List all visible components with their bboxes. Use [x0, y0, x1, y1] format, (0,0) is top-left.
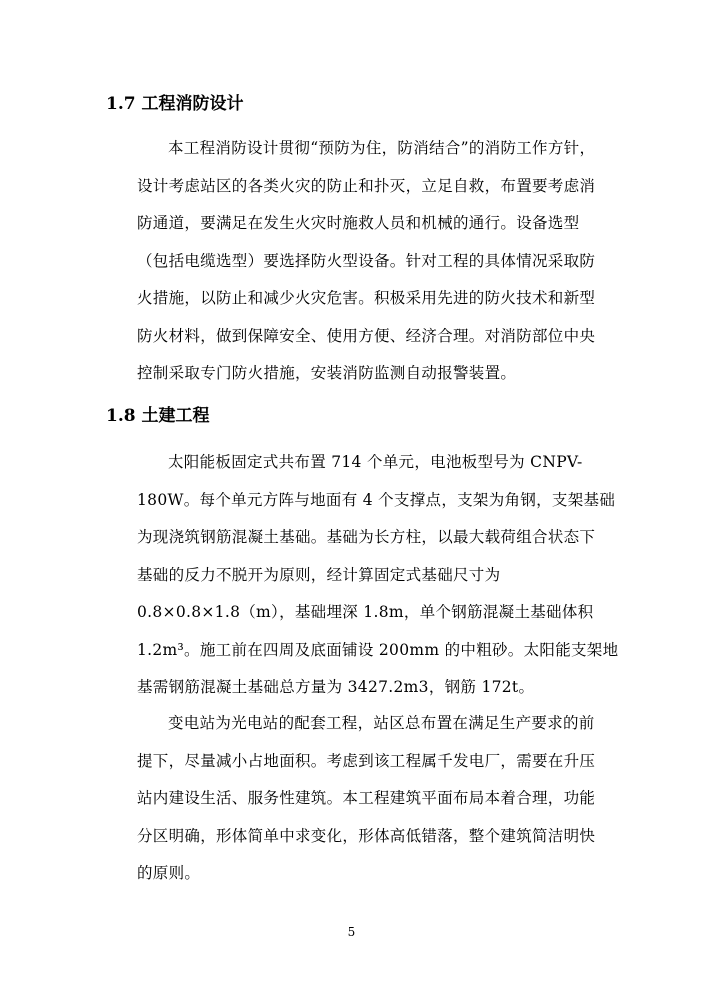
- paragraph-line: 站内建设生活、服务性建筑。本工程建筑平面布局本着合理，功能: [137, 789, 596, 807]
- paragraph-line: 提下，尽量减小占地面积。考虑到该工程属千发电厂，需要在升压: [137, 751, 596, 770]
- paragraph-line: 180W。每个单元方阵与地面有 4 个支撑点，支架为角钢，支架基础: [137, 490, 616, 509]
- paragraph-line: 0.8×0.8×1.8（m），基础埋深 1.8m，单个钢筋混凝土基础体积: [137, 603, 594, 621]
- paragraph-line: 太阳能板固定式共布置 714 个单元，电池板型号为 CNPV-: [168, 453, 583, 471]
- paragraph-line: 本工程消防设计贯彻“预防为住，防消结合”的消防工作方针，: [168, 139, 596, 157]
- paragraph-line: 为现浇筑钢筋混凝土基础。基础为长方柱，以最大载荷组合状态下: [137, 528, 596, 546]
- paragraph-line: 变电站为光电站的配套工程，站区总布置在满足生产要求的前: [168, 714, 595, 732]
- paragraph-line: 分区明确，形体简单中求变化，形体高低错落，整个建筑简洁明快: [137, 826, 596, 845]
- paragraph-line: 基需钢筋混凝土基础总方量为 3427.2m3，钢筋 172t。: [137, 678, 535, 696]
- section-heading-1-8: 1.8 土建工程: [106, 406, 210, 426]
- paragraph-line: 防火材料，做到保障安全、使用方便、经济合理。对消防部位中央: [137, 326, 596, 345]
- paragraph-line: 控制采取专门防火措施，安装消防监测自动报警装置。: [137, 364, 517, 382]
- paragraph-line: 的原则。: [137, 864, 201, 882]
- paragraph-line: 设计考虑站区的各类火灾的防止和扑灭，立足自救，布置要考虑消: [137, 176, 596, 195]
- paragraph-line: 基础的反力不脱开为原则，经计算固定式基础尺寸为: [137, 565, 501, 584]
- paragraph-line: 1.2m³。施工前在四周及底面铺设 200mm 的中粗砂。太阳能支架地: [137, 640, 619, 659]
- page-number: 5: [347, 925, 356, 939]
- paragraph-line: 火措施，以防止和减少火灾危害。积极采用先进的防火技术和新型: [137, 289, 596, 307]
- paragraph-fire-protection: [106, 130, 596, 393]
- paragraph-line: （包括电缆选型）要选择防火型设备。针对工程的具体情况采取防: [137, 251, 596, 270]
- paragraph-civil-engineering: [106, 444, 619, 707]
- paragraph-line: 防通道，要满足在发生火灾时施救人员和机械的通行。设备选型: [137, 214, 580, 232]
- section-heading-1-7: 1.7 工程消防设计: [106, 94, 244, 114]
- paragraph-substation: [106, 705, 596, 893]
